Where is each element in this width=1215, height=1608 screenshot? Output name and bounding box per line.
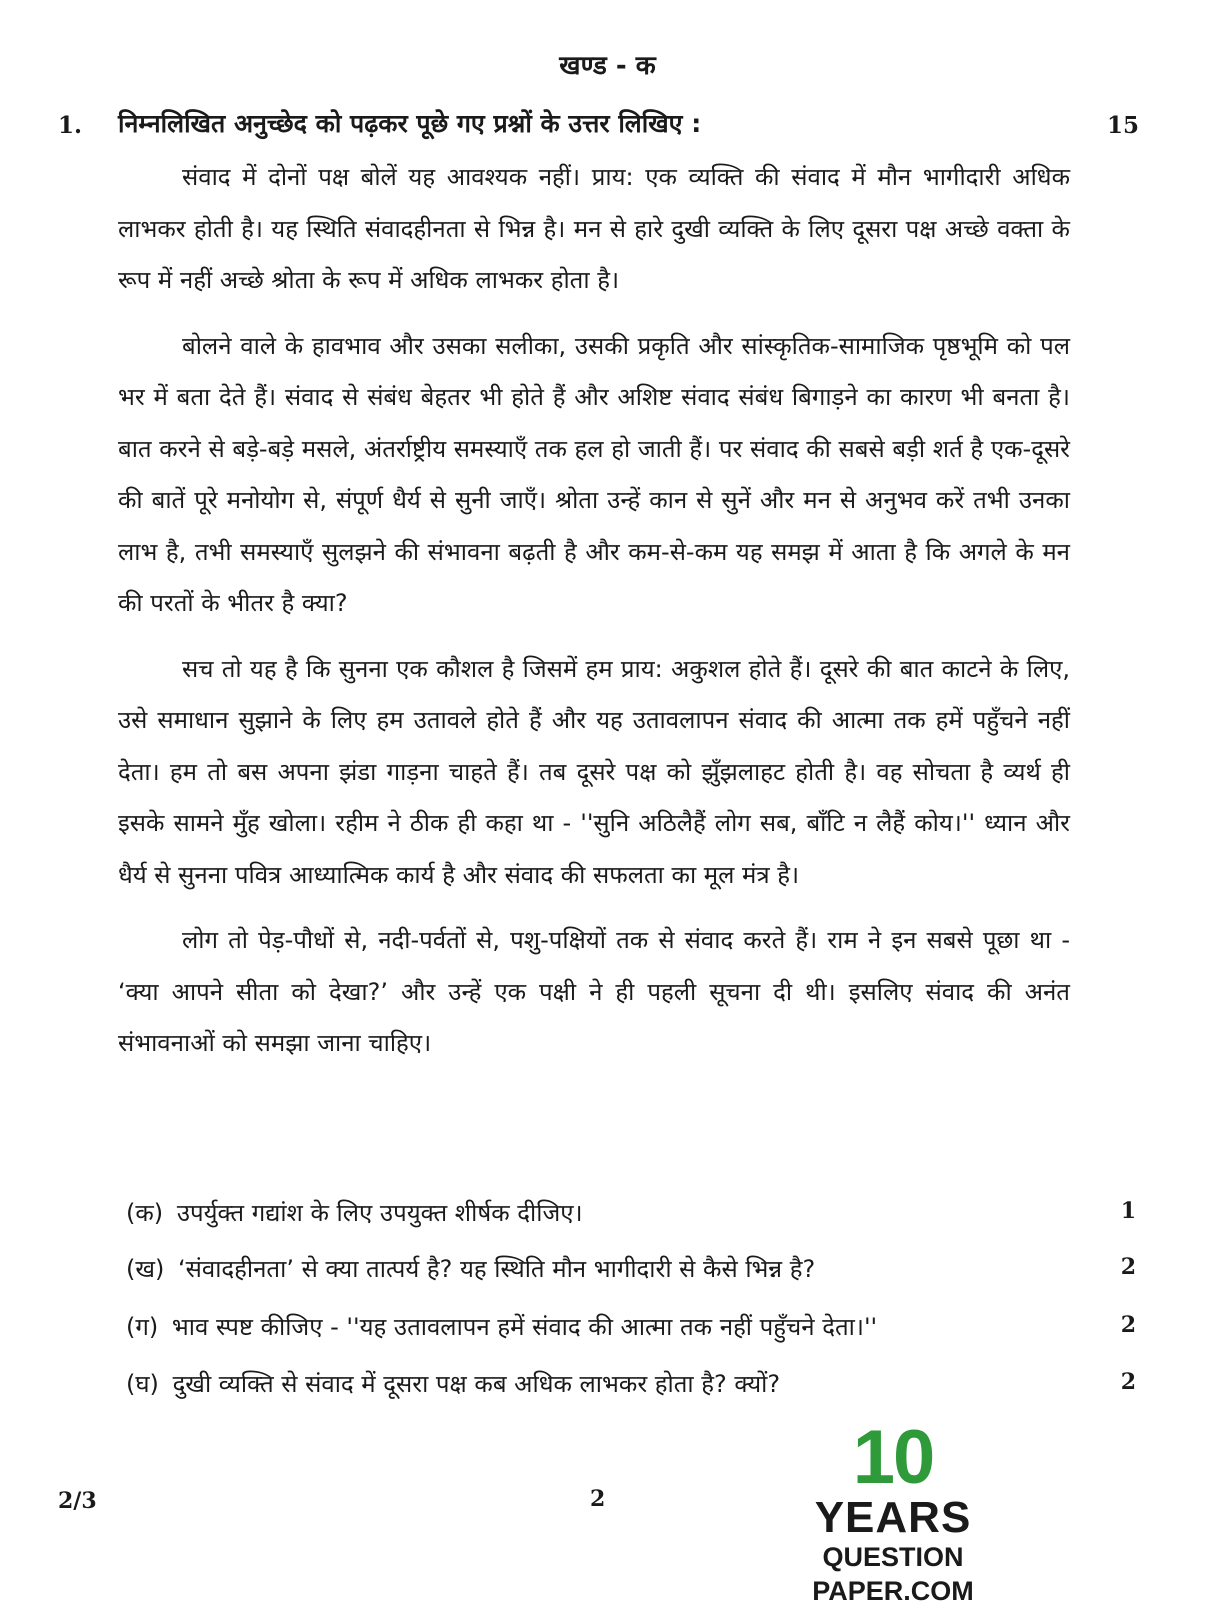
passage-paragraph: बोलने वाले के हावभाव और उसका सलीका, उसकी प्रकृति और सांस्कृतिक-सामाजिक पृष्ठभूमि को पल भर में बता देते हैं। संवाद से संबंध बेहतर भी होते हैं और अशिष्ट संवाद संबंध बिगाड़ने का कारण भी बनता है। बात करने से बड़े-बड़े मसले, अंतर्राष्ट्रीय समस्याएँ तक हल हो जाती हैं। पर संवाद की सबसे बड़ी शर्त है एक-दूसरे की बातें पूरे मनोयोग से, संपूर्ण धैर्य से सुनी जाएँ। श्रोता उन्हें कान से सुनें और मन से अनुभव करें तभी उनका लाभ है, तभी समस्याएँ सुलझने की संभावना बढ़ती है और कम-से-कम यह समझ में आता है कि अगले के मन की परतों के भीतर है क्या? (118, 331, 1070, 617)
sub-question-label: (घ) (126, 1370, 159, 1398)
sub-question-gha (126, 1367, 1136, 1400)
sub-question-marks: 2 (1120, 1369, 1136, 1395)
sub-question-marks: 2 (1120, 1254, 1136, 1280)
question-marks: 15 (1106, 112, 1139, 139)
page-number: 2 (590, 1486, 606, 1512)
sub-question-label: (ख) (126, 1255, 165, 1283)
question-instruction: निम्नलिखित अनुच्छेद को पढ़कर पूछे गए प्रश्नों के उत्तर लिखिए : (118, 109, 702, 138)
sub-question-text: भाव स्पष्ट कीजिए - ''यह उतावलापन हमें संवाद की आत्मा तक नहीं पहुँचने देता।'' (171, 1313, 878, 1341)
sub-question-label: (क) (126, 1199, 164, 1227)
paper-code: 2/3 (58, 1488, 97, 1514)
section-title: खण्ड - क (559, 51, 656, 81)
sub-question-ga (126, 1310, 1136, 1343)
sub-question-text: ‘संवादहीनता’ से क्या तात्पर्य है? यह स्थिति मौन भागीदारी से कैसे भिन्न है? (178, 1255, 816, 1283)
site-logo (748, 1415, 1038, 1606)
sub-question-ka (126, 1196, 1136, 1229)
question-number: 1. (58, 112, 83, 139)
sub-question-text: दुखी व्यक्ति से संवाद में दूसरा पक्ष कब अधिक लाभकर होता है? क्यों? (172, 1370, 781, 1398)
sub-question-kha (126, 1252, 1136, 1285)
passage (118, 152, 1070, 1084)
logo-number: 10 (852, 1415, 934, 1500)
passage-paragraph: संवाद में दोनों पक्ष बोलें यह आवश्यक नहीं। प्राय: एक व्यक्ति की संवाद में मौन भागीदारी अधिक लाभकर होती है। यह स्थिति संवादहीनता से भिन्न है। मन से हारे दुखी व्यक्ति के लिए दूसरा पक्ष अच्छे वक्ता के रूप में नहीं अच्छे श्रोता के रूप में अधिक लाभकर होता है। (118, 163, 1070, 294)
logo-site-name: QUESTION PAPER.COM (812, 1542, 974, 1606)
logo-years: YEARS (814, 1493, 972, 1542)
passage-paragraph: सच तो यह है कि सुनना एक कौशल है जिसमें हम प्राय: अकुशल होते हैं। दूसरे की बात काटने के लिए, उसे समाधान सुझाने के लिए हम उतावले होते हैं और यह उतावलापन संवाद की आत्मा तक हमें पहुँचने नहीं देता। हम तो बस अपना झंडा गाड़ना चाहते हैं। तब दूसरे पक्ष को झुँझलाहट होती है। वह सोचता है व्यर्थ ही इसके सामने मुँह खोला। रहीम ने ठीक ही कहा था - ''सुनि अठिलैहैं लोग सब, बाँटि न लैहैं कोय।'' ध्यान और धैर्य से सुनना पवित्र आध्यात्मिक कार्य है और संवाद की सफलता का मूल मंत्र है। (118, 654, 1070, 889)
sub-question-label: (ग) (126, 1313, 159, 1341)
sub-question-marks: 1 (1120, 1198, 1136, 1224)
sub-question-text: उपर्युक्त गद्यांश के लिए उपयुक्त शीर्षक दीजिए। (176, 1199, 583, 1227)
passage-paragraph: लोग तो पेड़-पौधों से, नदी-पर्वतों से, पशु-पक्षियों तक से संवाद करते हैं। राम ने इन सबसे पूछा था - ‘क्या आपने सीता को देखा?’ और उन्हें एक पक्षी ने ही पहली सूचना दी थी। इसलिए संवाद की अनंत संभावनाओं को समझा जाना चाहिए। (118, 926, 1070, 1057)
sub-question-marks: 2 (1120, 1312, 1136, 1338)
